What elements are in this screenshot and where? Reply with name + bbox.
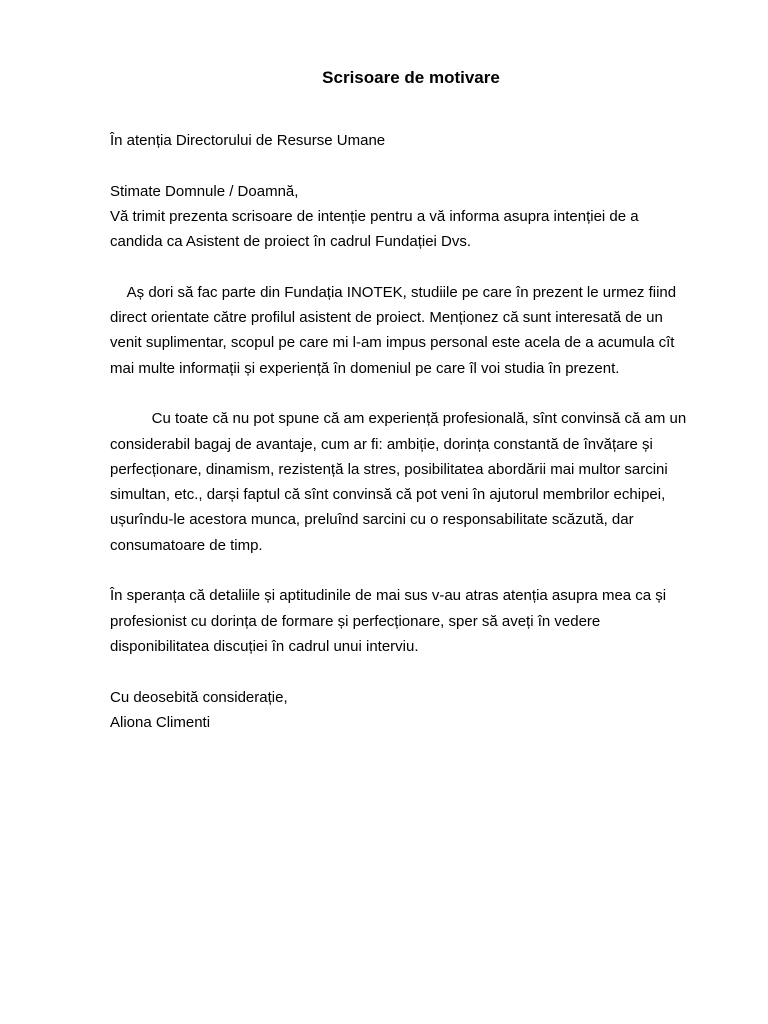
paragraph-gap — [110, 659, 710, 684]
letter-line: Vă trimit prezenta scrisoare de intenție pentru a vă informa asupra intenției de a — [110, 207, 639, 225]
letter-line: profesionist cu dorința de formare și perfecționare, sper să aveți în vedere — [110, 612, 601, 630]
letter-line: Aliona Climenti — [110, 713, 211, 731]
letter-body — [110, 128, 710, 735]
paragraph-gap — [110, 254, 710, 279]
letter-line: simultan, etc., darși faptul că sînt convinsă că pot veni în ajutorul membrilor echipei, — [110, 486, 666, 504]
paragraph-gap — [110, 153, 710, 178]
letter-line: Cu toate că nu pot spune că am experiență profesională, sînt convinsă că am un — [110, 410, 687, 428]
paragraph-gap — [110, 558, 710, 583]
letter-line: Aș dori să fac parte din Fundația INOTEK, studiile pe care în prezent le urmez fiind — [110, 283, 677, 301]
letter-line: În speranța că detaliile și aptitudinile de mai sus v-au atras atenția asupra mea ca și — [110, 587, 667, 605]
letter-line: Stimate Domnule / Doamnă, — [110, 182, 299, 200]
letter-line: considerabil bagaj de avantaje, cum ar fi: ambiție, dorința constantă de învățare și — [110, 435, 653, 453]
letter-line: perfecționare, dinamism, rezistență la stres, posibilitatea abordării mai multor sarcini — [110, 460, 668, 478]
letter-line: În atenția Directorului de Resurse Umane — [110, 132, 386, 149]
paragraph-gap — [110, 381, 710, 406]
letter-line: direct orientate către profilul asistent de proiect. Menționez că sunt interesată de un — [110, 309, 663, 327]
letter-line: candida ca Asistent de proiect în cadrul Fundației Dvs. — [110, 233, 472, 251]
letter-line: venit suplimentar, scopul pe care mi l-am impus personal este acela de a acumula cît — [110, 334, 675, 352]
letter-line: consumatoare de timp. — [110, 536, 263, 554]
document-title: Scrisoare de motivare — [322, 68, 500, 87]
letter-line: ușurîndu-le acestora munca, preluînd sarcini cu o responsabilitate scăzută, dar — [110, 511, 634, 529]
letter-line: disponibilitatea discuției în cadrul unui interviu. — [110, 637, 419, 655]
letter-line: Cu deosebită considerație, — [110, 688, 288, 706]
letter-line: mai multe informații și experiență în domeniul pe care îl voi studia în prezent. — [110, 359, 620, 377]
